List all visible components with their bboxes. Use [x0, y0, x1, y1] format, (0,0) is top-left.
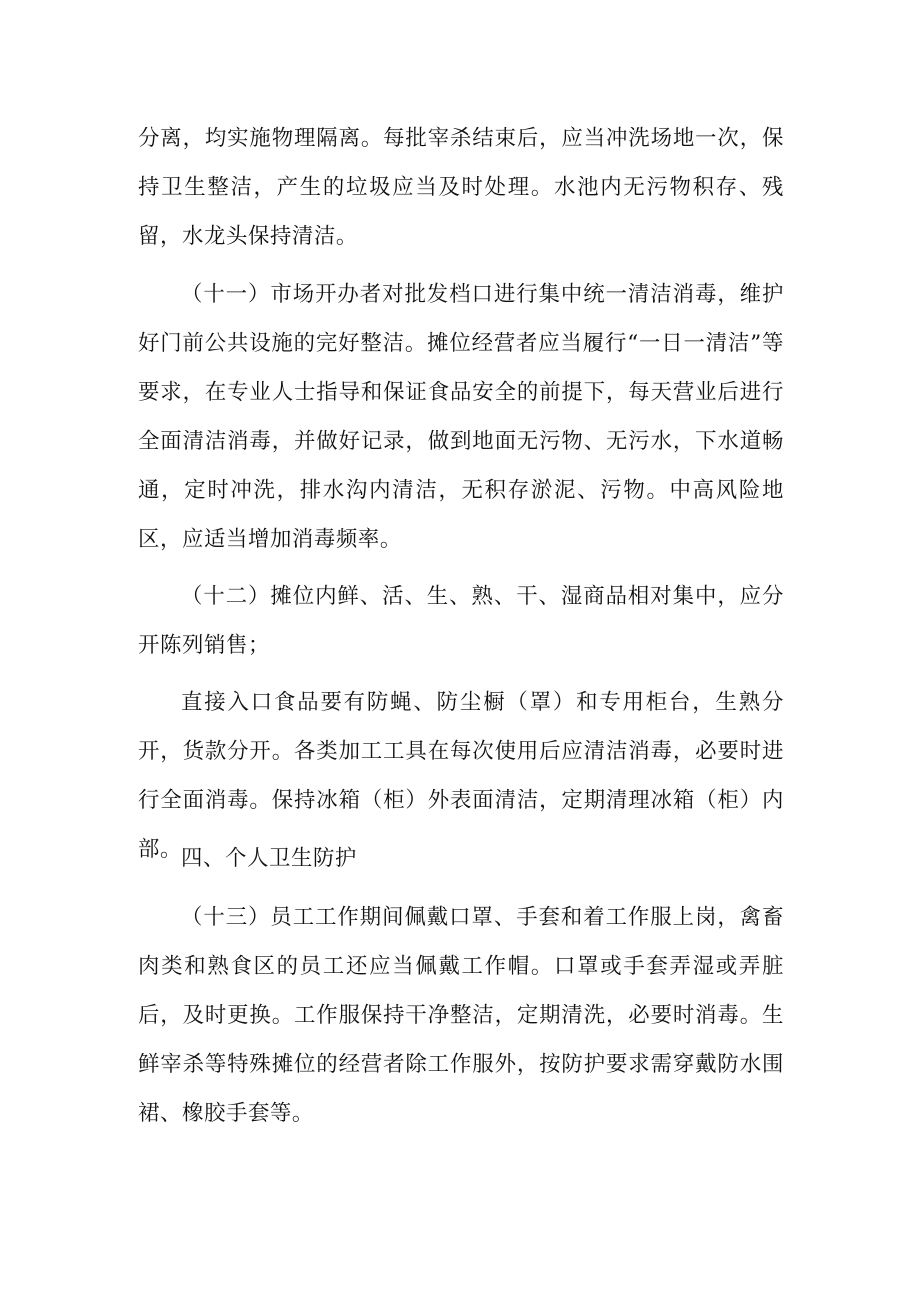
paragraph-item-12: （十二）摊位内鲜、活、生、熟、干、湿商品相对集中，应分开陈列销售； [138, 584, 784, 658]
section-heading-personal-hygiene: 四、个人卫生防护 [181, 846, 357, 871]
paragraph-item-11: （十一）市场开办者对批发档口进行集中统一清洁消毒，维护好门前公共设施的完好整洁。摊位经营者应当履行“一日一清洁”等要求，在专业人士指导和保证食品安全的前提下，每天营业后进行全面清洁消毒，并做好记录，做到地面无污物、无污水，下水道畅通，定时冲洗，排水沟内清洁，无积存淤泥、污物。中高风险地区，应适当增加消毒频率。 [138, 282, 784, 552]
paragraph-item-12-continued: 直接入口食品要有防蝇、防尘橱（罩）和专用柜台，生熟分开，货款分开。各类加工工具在每次使用后应清洁消毒，必要时进行全面消毒。保持冰箱（柜）外表面清洁，定期清理冰箱（柜）内部。 [138, 690, 784, 862]
paragraph-continuation: 分离，均实施物理隔离。每批宰杀结束后，应当冲洗场地一次，保持卫生整洁，产生的垃圾应当及时处理。水池内无污物积存、残留，水龙头保持清洁。 [138, 126, 784, 249]
paragraph-item-13: （十三）员工工作期间佩戴口罩、手套和着工作服上岗，禽畜肉类和熟食区的员工还应当佩戴工作帽。口罩或手套弄湿或弄脏后，及时更换。工作服保持干净整洁，定期清洗，必要时消毒。生鲜宰杀等特殊摊位的经营者除工作服外，按防护要求需穿戴防水围裙、橡胶手套等。 [138, 905, 784, 1126]
